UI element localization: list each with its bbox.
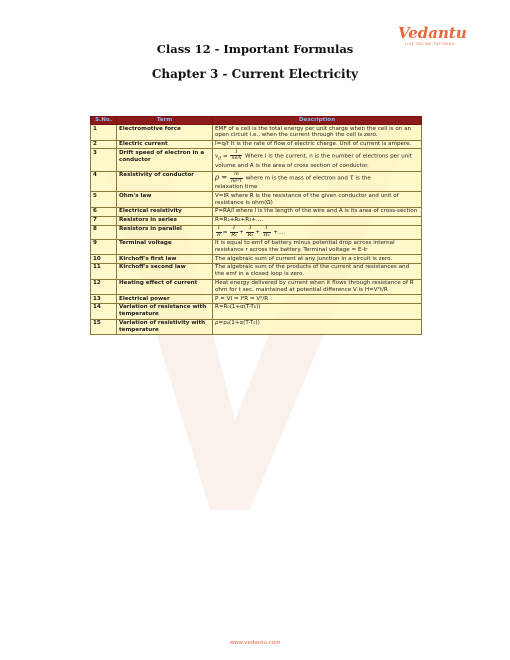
row-term: Ohm's law xyxy=(117,192,213,208)
row-sno: 13 xyxy=(91,295,117,304)
frac-num: 1 xyxy=(263,226,271,233)
row-term: Resistivity of conductor xyxy=(117,171,213,192)
row-sno: 7 xyxy=(91,216,117,225)
row-term: Resistors in series xyxy=(117,216,213,225)
row-term: Kirchoff's first law xyxy=(117,255,213,264)
row-description xyxy=(213,171,422,192)
row-sno: 12 xyxy=(91,279,117,295)
row-sno: 11 xyxy=(91,263,117,279)
parallel-frac-r2 xyxy=(246,226,254,238)
row-term: Resistors in parallel xyxy=(117,225,213,239)
row-sno: 10 xyxy=(91,255,117,264)
frac-num: 1 xyxy=(246,226,254,233)
table-row xyxy=(91,192,422,208)
row-term: Electric current xyxy=(117,140,213,149)
row-term: Terminal voltage xyxy=(117,239,213,255)
row-sno: 6 xyxy=(91,207,117,216)
table-row xyxy=(91,295,422,304)
column-header-description: Description xyxy=(213,117,422,125)
drift-formula-den: neA xyxy=(231,155,242,162)
logo-wordmark: Vedantu xyxy=(398,24,467,42)
row-description-text-3: relaxation time xyxy=(215,184,258,191)
footer-website-link[interactable]: www.vedantu.com xyxy=(229,640,281,646)
table-row xyxy=(91,216,422,225)
table-row xyxy=(91,279,422,295)
row-term: Electromotive force xyxy=(117,125,213,141)
row-description: P = VI = I²R = V²/R xyxy=(213,295,422,304)
table-row xyxy=(91,149,422,171)
table-row xyxy=(91,171,422,192)
table-row xyxy=(91,255,422,264)
row-description: $\frac{1}{R}$ = $\frac{1}{\text{R₁}}$ + $\frac{1}{\text{R₂}}$ + $\frac{1}{\text{R₃}}$ +…. xyxy=(213,225,422,239)
table-row xyxy=(91,263,422,279)
column-header-term: Term xyxy=(117,117,213,125)
row-term: Variation of resistance with temperature xyxy=(117,303,213,319)
row-description: It is equal to emf of battery minus potential drop across internal resistance r across the battery. Terminal voltage = E-Ir xyxy=(213,239,422,255)
row-description: The algebraic sum of the products of the current and resistances and the emf in a closed loop is zero. xyxy=(213,263,422,279)
resistivity-formula-num: m xyxy=(230,172,243,179)
column-header-sno: S.No. xyxy=(91,117,117,125)
row-description: V=IR where R is the resistance of the given conductor and unit of resistance is ohm(Ω) xyxy=(213,192,422,208)
parallel-frac-r1 xyxy=(230,226,238,238)
row-sno: 4 xyxy=(91,171,117,192)
row-description: R=R₀(1+α(T-T₀)) xyxy=(213,303,422,319)
row-sno: 9 xyxy=(91,239,117,255)
table-row xyxy=(91,239,422,255)
table-row xyxy=(91,303,422,319)
row-sno: 15 xyxy=(91,319,117,335)
table-row xyxy=(91,207,422,216)
frac-den: R xyxy=(217,231,221,238)
tau-symbol: τ xyxy=(349,173,354,182)
row-sno: 8 xyxy=(91,225,117,239)
formula-table xyxy=(90,116,422,335)
row-description: The algebraic sum of current at any junction in a circuit is zero. xyxy=(213,255,422,264)
row-sno: 2 xyxy=(91,140,117,149)
row-term: Electrical resistivity xyxy=(117,207,213,216)
resistivity-formula-lhs: ρ = xyxy=(215,173,228,182)
frac-den: R₃ xyxy=(263,231,270,238)
row-description: EMF of a cell is the total energy per unit charge when the cell is on an open circuit i.e., when the current through the cell is zero. xyxy=(213,125,422,141)
table-row xyxy=(91,225,422,239)
row-description-text: where m is the mass of electron and xyxy=(245,175,348,182)
row-term: Electrical power xyxy=(117,295,213,304)
table-header-row xyxy=(91,117,422,125)
drift-formula-num: I xyxy=(230,150,242,157)
frac-num: 1 xyxy=(217,225,221,232)
row-sno: 1 xyxy=(91,125,117,141)
row-description-text: Where I is the current, n is the number of electrons per unit volume and A is the area of cross section of conductor. xyxy=(215,153,413,170)
logo-tagline: LIVE ONLINE TUTORING xyxy=(404,42,456,46)
row-description: $v_d$ = $\frac{I}{\text{neA}}$ Where I is the current, n is the number of electrons per unit volume and A is the area of cross section of conductor. xyxy=(213,149,422,171)
row-sno: 14 xyxy=(91,303,117,319)
frac-den: R₂ xyxy=(247,231,254,238)
row-term: Kirchoff's second law xyxy=(117,263,213,279)
drift-formula-fraction xyxy=(230,150,242,162)
row-description-text: +…. xyxy=(273,229,286,236)
drift-formula-sub: d xyxy=(218,156,222,162)
row-term: Variation of resistivity with temperature xyxy=(117,319,213,335)
parallel-frac-total xyxy=(216,226,222,238)
row-description: I=q/t It is the rate of flow of electric charge. Unit of current is ampere. xyxy=(213,140,422,149)
frac-num: 1 xyxy=(230,226,238,233)
row-term: Heating effect of current xyxy=(117,279,213,295)
chapter-title: Chapter 3 - Current Electricity xyxy=(151,67,359,81)
resistivity-formula-den: ne²τ xyxy=(231,177,242,184)
row-sno: 3 xyxy=(91,149,117,171)
row-description-text-2: is the xyxy=(355,175,371,182)
row-sno: 5 xyxy=(91,192,117,208)
resistivity-formula-fraction xyxy=(230,172,243,184)
frac-den: R₁ xyxy=(231,231,238,238)
row-description: P=RA/l where l is the length of the wire and A is its area of cross-section xyxy=(213,207,422,216)
row-description: ρ=ρ₀(1+α(T-T₀)) xyxy=(213,319,422,335)
row-term: Drift speed of electron in a conductor xyxy=(117,149,213,171)
document-title: Class 12 - Important Formulas xyxy=(156,42,354,56)
row-description: Heat energy delivered by current when it flows through resistance of R ohm for t sec. maintained at potential difference V is H=V²t/R xyxy=(213,279,422,295)
parallel-frac-r3 xyxy=(263,226,271,238)
row-description: R=R₁+R₂+R₃+…. xyxy=(213,216,422,225)
table-row xyxy=(91,319,422,335)
drift-formula-lhs: v xyxy=(215,153,219,160)
table-row xyxy=(91,125,422,141)
table-row xyxy=(91,140,422,149)
